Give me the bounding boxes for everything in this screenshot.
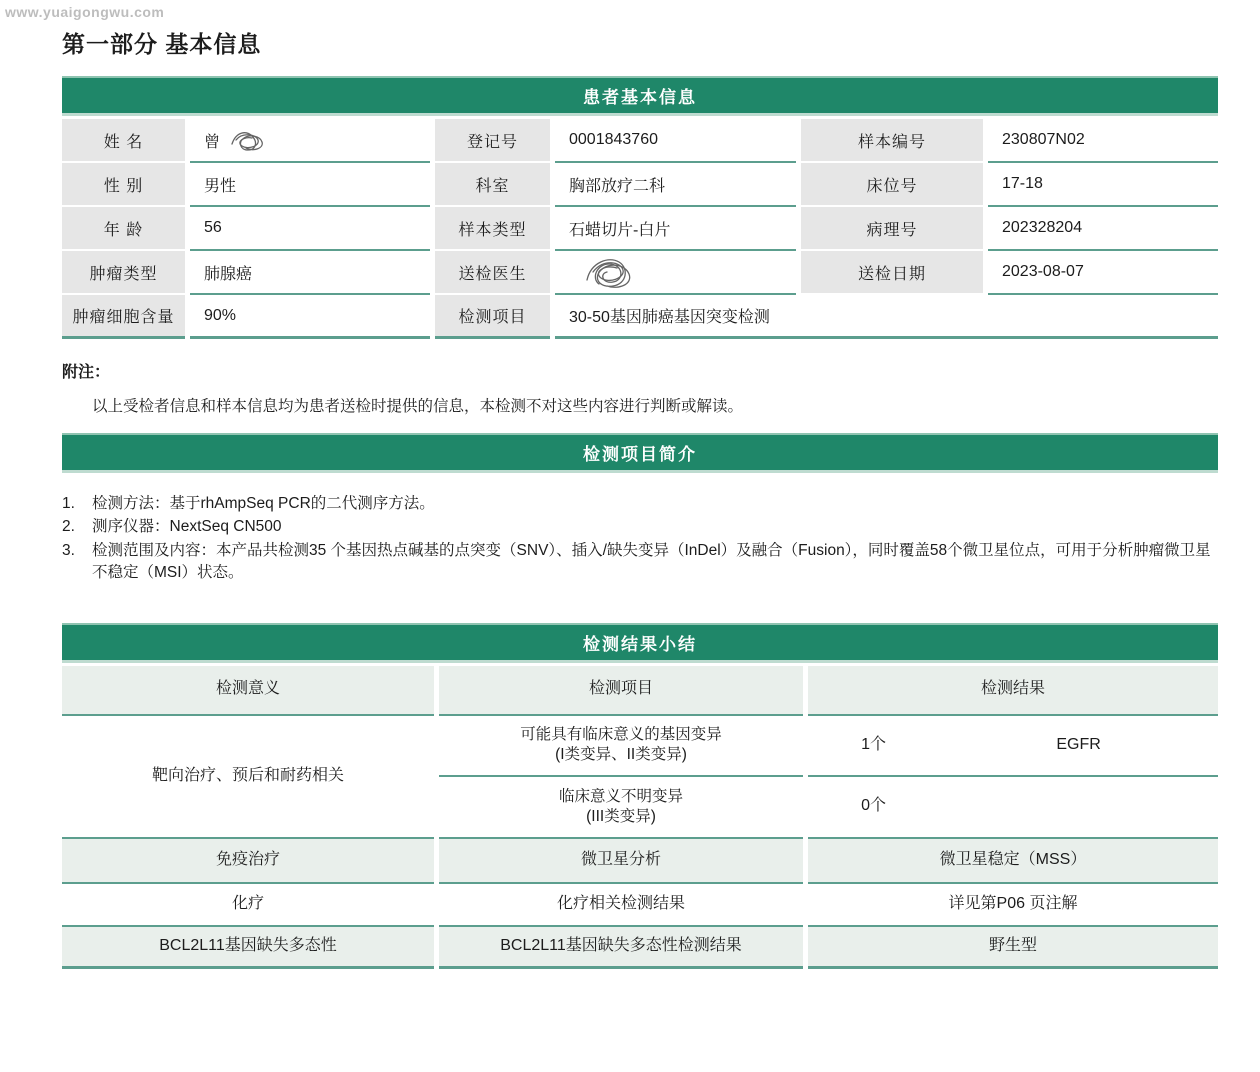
variant-gene (939, 777, 1218, 837)
patient-label-tumortype: 肿瘤类型 (62, 251, 185, 295)
patient-label-tumorcontent: 肿瘤细胞含量 (62, 295, 185, 339)
summary-col-significance: 检测意义 (62, 666, 434, 716)
intro-item-number: 3. (62, 541, 75, 559)
variant-count: 1个 (861, 735, 887, 753)
summary-row-item: 化疗相关检测结果 (439, 884, 803, 927)
summary-item-line2: (III类变异) (586, 807, 656, 825)
patient-label-sampletype: 样本类型 (435, 207, 550, 251)
patient-label-age: 年 龄 (62, 207, 185, 251)
patient-value-tumortype: 肺腺癌 (190, 251, 430, 295)
summary-item-line1: 可能具有临床意义的基因变异 (520, 726, 722, 744)
patient-label-pathno: 病理号 (801, 207, 983, 251)
summary-group-significance: 靶向治疗、预后和耐药相关 (62, 716, 434, 839)
patient-value-sampleno: 230807N02 (988, 119, 1218, 163)
patient-label-gender: 性 别 (62, 163, 185, 207)
patient-value-pathno: 202328204 (988, 207, 1218, 251)
patient-value-submitdate: 2023-08-07 (988, 251, 1218, 295)
intro-item-text: 检测范围及内容：本产品共检测35 个基因热点碱基的点突变（SNV）、插入/缺失变异（InDel）及融合（Fusion），同时覆盖58个微卫星位点，可用于分析肿瘤微卫星不稳定（MSI）状态。 (92, 541, 1211, 582)
intro-item-text: 测序仪器：NextSeq CN500 (92, 518, 282, 536)
patient-label-department: 科室 (435, 163, 550, 207)
summary-row-result: 微卫星稳定（MSS） (808, 839, 1218, 884)
summary-row-result: 野生型 (808, 927, 1218, 969)
redacted-doctor-scribble-icon (575, 252, 639, 292)
patient-value-name (190, 119, 430, 163)
result-split (808, 716, 1218, 775)
patient-value-regno: 0001843760 (555, 119, 796, 163)
patient-label-submitdate: 送检日期 (801, 251, 983, 295)
intro-item-number: 2. (62, 518, 75, 536)
patient-value-bedno: 17-18 (988, 163, 1218, 207)
variant-count: 0个 (861, 797, 887, 815)
summary-col-result: 检测结果 (808, 666, 1218, 716)
patient-value-department: 胸部放疗二科 (555, 163, 796, 207)
summary-group-row-item (439, 777, 803, 839)
report-page (62, 0, 1218, 969)
patient-value-doctor (555, 251, 796, 295)
summary-row-significance: 免疫治疗 (62, 839, 434, 884)
intro-section-header: 检测项目简介 (62, 433, 1218, 473)
summary-row-item: 微卫星分析 (439, 839, 803, 884)
redacted-name-scribble-icon (226, 126, 268, 154)
intro-item (62, 493, 1218, 515)
patient-value-sampletype: 石蜡切片-白片 (555, 207, 796, 251)
summary-item-line1: 临床意义不明变异 (558, 787, 683, 805)
note-label: 附注： (62, 364, 111, 381)
patient-label-testitem: 检测项目 (435, 295, 550, 339)
summary-row-significance: 化疗 (62, 884, 434, 927)
summary-group-row-result (808, 716, 1218, 777)
variant-gene: EGFR (1056, 735, 1101, 753)
summary-row-significance: BCL2L11基因缺失多态性 (62, 927, 434, 969)
summary-col-item: 检测项目 (439, 666, 803, 716)
patient-section-header: 患者基本信息 (62, 76, 1218, 116)
page-title: 第一部分 基本信息 (62, 31, 262, 57)
summary-table (62, 666, 1218, 969)
watermark: www.yuaigongwu.com (5, 4, 165, 20)
summary-group-row-item (439, 716, 803, 777)
patient-label-sampleno: 样本编号 (801, 119, 983, 163)
patient-value-age: 56 (190, 207, 430, 251)
note-text: 以上受检者信息和样本信息均为患者送检时提供的信息，本检测不对这些内容进行判断或解读。 (92, 398, 744, 415)
patient-label-name: 姓 名 (62, 119, 185, 163)
patient-value-tumorcontent: 90% (190, 295, 430, 339)
patient-value-testitem: 30-50基因肺癌基因突变检测 (555, 295, 1218, 339)
summary-row-item: BCL2L11基因缺失多态性检测结果 (439, 927, 803, 969)
intro-list (62, 493, 1218, 585)
patient-name-text: 曾 (204, 133, 221, 151)
patient-label-regno: 登记号 (435, 119, 550, 163)
note-block (62, 359, 1218, 416)
intro-item-text: 检测方法：基于rhAmpSeq PCR的二代测序方法。 (92, 495, 435, 512)
patient-value-gender: 男性 (190, 163, 430, 207)
summary-row-result: 详见第P06 页注解 (808, 884, 1218, 927)
summary-group-row-result (808, 777, 1218, 839)
patient-info-table (62, 119, 1218, 339)
result-split (808, 777, 1218, 837)
intro-item (62, 516, 1218, 538)
summary-section-header: 检测结果小结 (62, 623, 1218, 663)
patient-label-doctor: 送检医生 (435, 251, 550, 295)
intro-item-number: 1. (62, 495, 75, 512)
intro-item (62, 540, 1218, 585)
summary-item-line2: (I类变异、II类变异) (555, 746, 687, 764)
patient-label-bedno: 床位号 (801, 163, 983, 207)
